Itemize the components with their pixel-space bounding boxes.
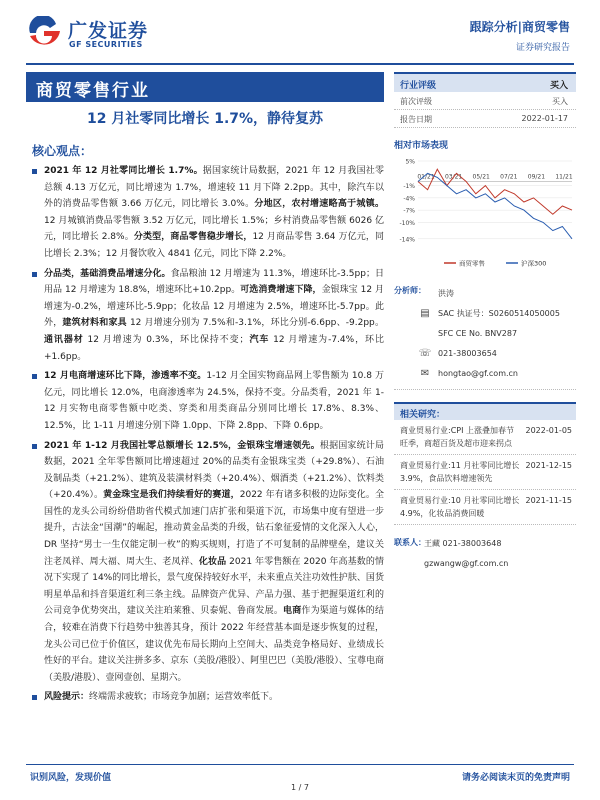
footer-slogan: 识别风险，发现价值 xyxy=(30,773,112,783)
footer-divider xyxy=(26,764,574,765)
logo-text-cn: 广发证券 xyxy=(68,20,149,42)
bullet-icon xyxy=(32,695,37,700)
related-item[interactable] xyxy=(394,490,576,525)
point-2 xyxy=(30,266,384,366)
legend-label: 商贸零售 xyxy=(459,259,485,268)
point-lead: 12 月电商增速环比下降，渗透率不变。 xyxy=(44,371,207,382)
point-lead: 风险提示： xyxy=(44,692,90,703)
point-lead: 黄金珠宝是我们持续看好的赛道， xyxy=(103,490,240,501)
analyst-phone-row xyxy=(418,343,576,363)
report-date xyxy=(394,110,576,128)
mail-icon: ✉ xyxy=(420,367,430,379)
gf-logo-icon xyxy=(26,16,64,50)
y-tick-label: -4% xyxy=(403,195,415,203)
related-item-text: 商业贸易行业:CPI 上涨叠加春节旺季，商超百货及超市迎来拐点 xyxy=(400,426,515,448)
point-5 xyxy=(30,689,384,706)
y-tick-label: -14% xyxy=(399,236,415,244)
x-tick-label: 09/21 xyxy=(527,173,546,181)
report-headline: 12 月社零同比增长 1.7%，静待复苏 xyxy=(86,111,324,127)
point-1 xyxy=(30,163,384,263)
y-tick-label: -1% xyxy=(403,183,415,191)
contact-label: 联系人： xyxy=(394,538,426,547)
contact-name: 王藏 021-38003648 xyxy=(424,538,502,548)
related-item-text: 商业贸易行业:10 月社零同比增长 4.9%，化妆品消费回暖 xyxy=(400,496,520,518)
company-logo xyxy=(26,14,166,54)
point-text: 12 月增速为 0.3%，环比保持不变； xyxy=(83,334,249,345)
x-tick-label: 05/21 xyxy=(472,173,490,181)
point-3 xyxy=(30,368,384,434)
contact-email[interactable]: gzwangw@gf.com.cn xyxy=(424,558,509,568)
header-category xyxy=(470,18,570,53)
core-views-heading: 核心观点： xyxy=(32,144,93,158)
chart-title: 相对市场表现 xyxy=(394,141,449,151)
point-text: 2022 年有诸多积极的边际变化。全国性的龙头公司纷纷借助省代模式加速门店扩张和渠道下沉，市场集中度有望进一步提升，古法金“国潮”的崛起，推动黄金品类的升级，钻石象征爱情的文化深入人心，DR 坚持“男士一生仅能定制一枚”的购买规则，打造了不可复制的品牌壁垒，建议关注老凤祥、周大福、周大生、老凤祥、 xyxy=(44,490,384,567)
related-item-date: 2021-11-15 xyxy=(525,496,572,505)
legend-label: 沪深300 xyxy=(521,259,547,268)
point-lead: 分类型，商品零售稳步增长， xyxy=(133,232,253,243)
point-lead: 分地区，农村增速略高于城镇。 xyxy=(254,199,384,210)
rating-label: 行业评级 xyxy=(400,81,437,91)
x-tick-label: 01/21 xyxy=(417,173,435,181)
footer-disclaimer: 请务必阅读末页的免责声明 xyxy=(461,773,570,783)
analyst-name: 洪涛 xyxy=(438,288,454,298)
point-text: 作为渠道与媒体的结合，较难在消费下行趋势中独善其身，预计 2022 年经营基本面是逐步恢复的过程，龙头公司已位于价值区，建议优先布局长期向上空间大、品类竞争格局好、业绩成长性好的平台。建议关注拼多多、京东（美股/港股）、阿里巴巴（美股/港股）、宝尊电商（美股/港股）、壹网壹创、星期六。 xyxy=(44,606,384,683)
prev-rating-value: 买入 xyxy=(552,97,568,106)
page-title: 商贸零售行业 xyxy=(26,72,384,102)
y-tick-label: -10% xyxy=(399,219,415,227)
point-text: 金银珠宝 12 月增速为-0.2%，增速环比-5.9pp；化妆品 12 月增速为 2.5%，增速环比-5.7pp。此外， xyxy=(44,285,384,329)
y-tick-label: 5% xyxy=(405,158,415,166)
phone-icon: ☏ xyxy=(418,347,432,359)
rating-value: 买入 xyxy=(549,81,568,91)
analyst-phone: 021-38003654 xyxy=(438,348,497,358)
report-category: 跟踪分析|商贸零售 xyxy=(469,20,570,34)
analyst-email-row xyxy=(420,363,576,383)
point-text: 12 月商品零售 3.64 万亿元，同比增长 2.3%；12 月餐饮收入 4841 亿元，同比下降 2.2%。 xyxy=(44,232,385,259)
related-item-date: 2022-01-05 xyxy=(525,426,572,435)
point-text: 12 月增速为-7.4%，环比+1.6pp。 xyxy=(44,334,384,362)
page-number: 1 / 7 xyxy=(291,783,309,792)
related-item[interactable] xyxy=(394,455,576,490)
related-item[interactable] xyxy=(394,420,576,455)
date-label: 报告日期 xyxy=(400,115,432,124)
series-line-1 xyxy=(418,173,572,239)
point-lead: 建筑材料和家具 xyxy=(62,318,127,329)
analyst-name-row xyxy=(438,283,576,303)
point-lead: 2021 年 1-12 月我国社零总额增长 12.5%，金银珠宝增速领先。 xyxy=(44,440,320,451)
y-tick-label: -7% xyxy=(403,207,415,215)
industry-rating xyxy=(394,72,576,92)
contact-block xyxy=(394,533,576,573)
analyst-label: 分析师： xyxy=(394,286,426,295)
logo-text-en: GF SECURITIES xyxy=(69,40,143,49)
contact-name-row xyxy=(424,533,576,553)
previous-rating xyxy=(394,92,576,110)
analyst-sfc: SFC CE No. BNV287 xyxy=(438,328,518,338)
id-card-icon: ▤ xyxy=(420,307,430,319)
sidebar xyxy=(394,72,576,573)
point-lead: 通讯器材 xyxy=(44,334,84,345)
bullet-icon xyxy=(32,272,37,277)
related-item-text: 商业贸易行业:11 月社零同比增长 3.9%，食品饮料增速领先 xyxy=(400,461,520,483)
point-text: 1-12 月全国实物商品网上零售额为 10.8 万亿元，同比增长 12.0%，电商渗透率为 24.5%，保持不变。分品类看，2021 年 1-12 月实物电商零售额中吃类、穿类和用类商品分别同比增长 17.8%、8.3%、12.5%，比 1-11 月增速分别下降 1.0pp、下降 2.8pp、下降 0.6pp。 xyxy=(44,371,384,431)
point-lead: 电商 xyxy=(283,606,302,617)
analyst-email[interactable]: hongtao@gf.com.cn xyxy=(438,368,518,378)
related-item-date: 2021-12-15 xyxy=(525,461,572,470)
report-type: 证券研究报告 xyxy=(515,43,570,53)
point-text: 12 月增速分别为 7.5%和-3.1%，环比分别-6.6pp、-9.2pp。 xyxy=(126,318,384,329)
analyst-sac: SAC 执证号：S0260514050005 xyxy=(438,308,560,318)
bullet-icon xyxy=(32,374,37,379)
point-lead: 分品类，基础消费品增速分化。 xyxy=(44,268,171,279)
x-tick-label: 07/21 xyxy=(500,173,518,181)
date-value: 2022-01-17 xyxy=(521,114,568,123)
point-text: 据国家统计局数据，2021 年 12 月我国社零总额 4.13 万亿元，同比增速为 1.7%，增速较 11 月下降 2.2pp。其中，除汽车以外的消费品零售额 3.66 万亿元，同比增长 3.0%。 xyxy=(44,166,384,210)
analyst-sfc-row xyxy=(438,323,576,343)
x-tick-label: 11/21 xyxy=(555,173,573,181)
x-tick-label: 03/21 xyxy=(444,173,463,181)
bullet-icon xyxy=(32,169,37,174)
point-lead: 可选消费增速下降， xyxy=(240,285,322,296)
bullet-icon xyxy=(32,444,37,449)
relative-performance-chart xyxy=(394,155,576,275)
point-lead: 2021 年 12 月社零同比增长 1.7%。 xyxy=(44,166,203,176)
point-text: 12 月城镇消费品零售额 3.52 万亿元，同比增长 1.5%；乡村消费品零售额 6026 亿元，同比增长 2.8%。 xyxy=(44,215,384,243)
point-text: 根据国家统计局数据，2021 全年零售额同比增速超过 20%的品类有金银珠宝类（+29.8%）、石油及制品类（+21.2%）、建筑及装潢材料类（+20.4%）、烟酒类（+21.2%）、饮料类（+20.4%）。 xyxy=(44,440,384,501)
prev-rating-label: 前次评级 xyxy=(400,97,432,106)
point-4 xyxy=(30,438,384,687)
point-text: 食品粮油 12 月增速为 11.3%，增速环比-3.5pp；日用品 12 月增速为 18.8%，增速环比+10.2pp。 xyxy=(44,268,384,296)
point-lead: 化妆品 xyxy=(198,556,227,567)
chart-svg xyxy=(394,155,576,275)
main-body xyxy=(30,163,384,709)
divider xyxy=(394,389,576,390)
related-research-heading: 相关研究： xyxy=(394,402,576,420)
header-divider xyxy=(26,63,574,65)
point-lead: 汽车 xyxy=(248,334,270,345)
point-text: 终端需求疲软；市场竞争加剧；运营效率低下。 xyxy=(89,692,279,703)
series-line-0 xyxy=(418,169,572,214)
point-text: 2021 年零售额在 2020 年高基数的情况下实现了 14%的同比增长，景气度保持较好水平，未来重点关注功效性护肤、国货明星单品和抖音渠道红利三条主线。品牌资产优异、产品力强、基于把握渠道红利的公司竞争优势突出，建议关注珀莱雅、贝泰妮、鲁商发展。 xyxy=(44,556,384,617)
analyst-sac-row xyxy=(420,303,576,323)
contact-email-row xyxy=(424,553,576,573)
analyst-block xyxy=(394,283,576,390)
